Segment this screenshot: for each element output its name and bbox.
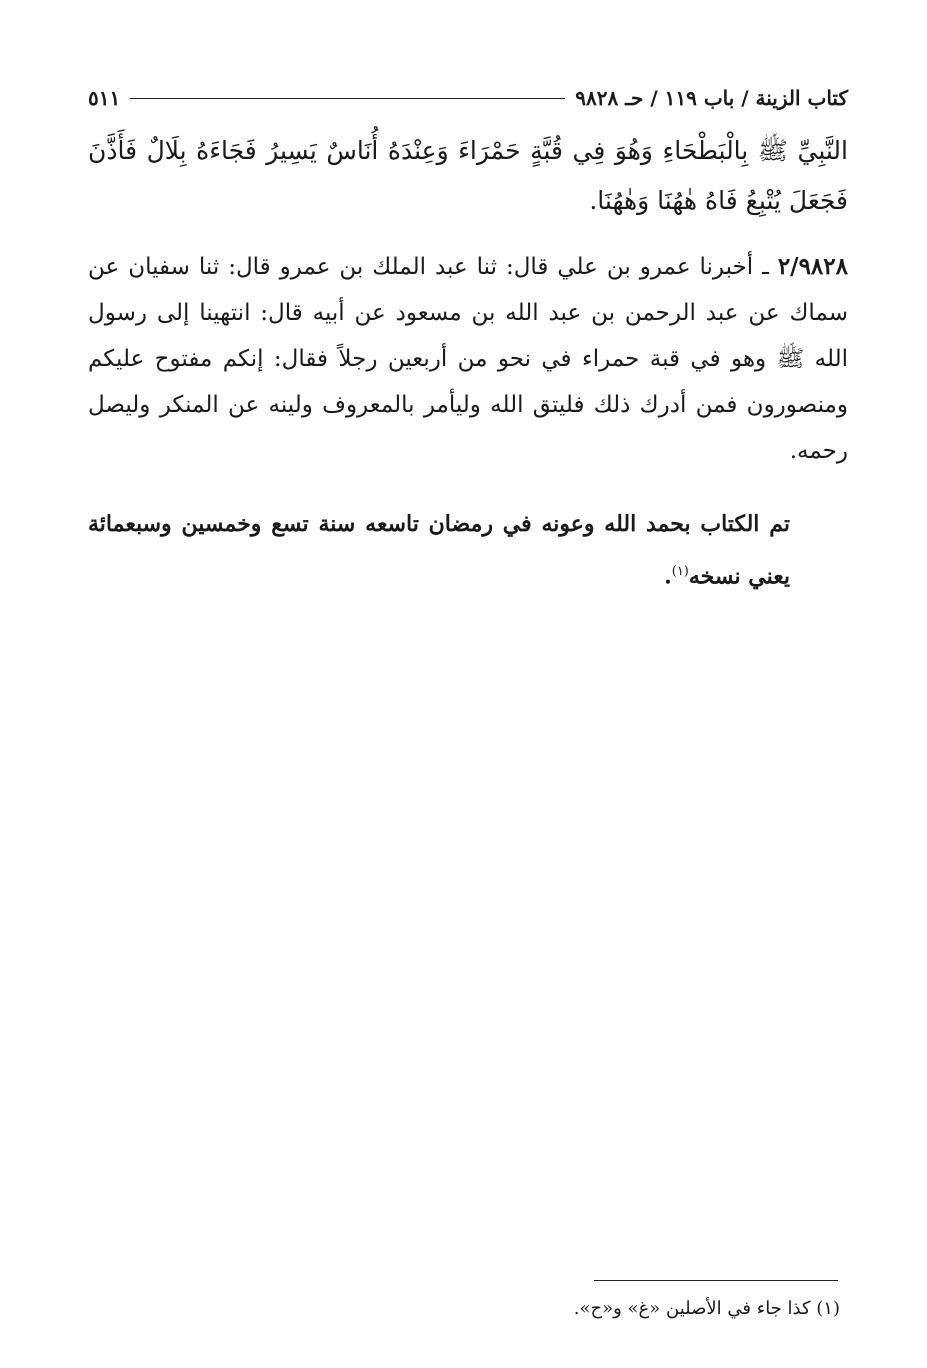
colophon-end-mark: .: [664, 563, 672, 590]
footnote: (١) كذا جاء في الأصلين «غ» و«ح».: [573, 1298, 840, 1319]
header-title: كتاب الزينة / باب ١١٩ / حـ ٩٨٢٨: [575, 86, 848, 110]
colophon-paragraph: [88, 500, 848, 600]
hadith-text: ـ أخبرنا عمرو بن علي قال: ثنا عبد الملك بن عمرو قال: ثنا سفيان عن سماك عن عبد الرحمن بن عبد الله بن مسعود عن أبيه قال: انتهينا إلى رسول الله ﷺ وهو في قبة حمراء في نحو من أربعين رجلاً فقال: إنكم مفتوح عليكم ومنصورون فمن أدرك ذلك فليتق الله وليأمر بالمعروف ولينه عن المنكر وليصل رحمه.: [88, 254, 848, 464]
running-header: [88, 80, 848, 116]
header-rule: [130, 98, 565, 99]
page-number: ٥١١: [88, 86, 121, 110]
colophon-text: تم الكتاب بحمد الله وعونه في رمضان تاسعه سنة تسع وخمسين وسبعمائة يعني نسخه: [88, 511, 790, 590]
hadith-number: ٢/٩٨٢٨: [777, 253, 848, 280]
footnote-separator: [594, 1280, 838, 1281]
hadith-paragraph: [88, 244, 848, 474]
intro-paragraph: النَّبِيِّ ﷺ بِالْبَطْحَاءِ وَهُوَ فِي قُبَّةٍ حَمْرَاءَ وَعِنْدَهُ أُنَاسٌ يَسِيرُ فَجَاءَهُ بِلَالٌ فَأَذَّنَ فَجَعَلَ يُتْبِعُ فَاهُ هٰهُنَا وَهٰهُنَا.: [88, 136, 848, 215]
footnote-marker: (١): [671, 564, 689, 579]
